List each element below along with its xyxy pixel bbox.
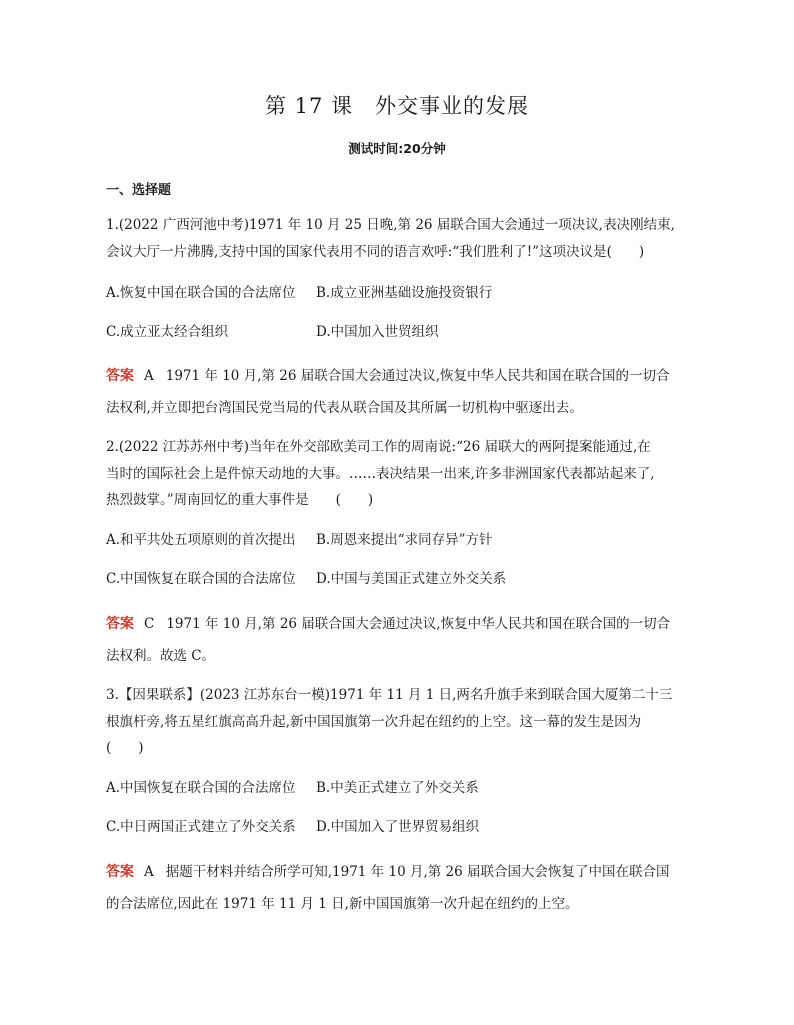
q1-line-2: 会议大厅一片沸腾,支持中国的国家代表用不同的语言欢呼:“我们胜利了!”这项决议是( ) [106,244,645,260]
answer-text: 据题干材料并结合所学可知,1971 年 10 月,第 26 届联合国大会恢复了中国在联合国 [165,864,670,880]
answer-label: 答案 [106,864,134,880]
answer-text: 1971 年 10 月,第 26 届联合国大会通过决议,恢复中华人民共和国在联合国的一切合 [166,616,671,632]
q1-answer-line-1 [106,366,670,386]
q2-line-1: 2.(2022 江苏苏州中考)当年在外交部欧美司工作的周南说:“26 届联大的两阿提案能通过,在 [106,439,651,455]
q1-line-1: 1.(2022 广西河池中考)1971 年 10 月 25 日晚,第 26 届联合国大会通过一项决议,表决刚结束, [106,217,675,233]
answer-letter: A [144,368,154,384]
q1-option-a: A.恢复中国在联合国的合法席位 [106,285,296,301]
q3-option-a: A.中国恢复在联合国的合法席位 [106,780,296,796]
answer-label: 答案 [106,616,134,632]
page-title: 第 17 课 外交事业的发展 [264,94,530,118]
q2-answer-line-2: 法权利。故选 C。 [106,648,216,664]
q2-answer-line-1 [106,614,670,634]
q2-option-c: C.中国恢复在联合国的合法席位 [106,571,296,587]
q3-answer-line-2: 的合法席位,因此在 1971 年 11 月 1 日,新中国国旗第一次升起在纽约的上空。 [106,896,579,912]
answer-text: 1971 年 10 月,第 26 届联合国大会通过决议,恢复中华人民共和国在联合国的一切合 [165,368,670,384]
q1-option-b: B.成立亚洲基础设施投资银行 [316,285,493,301]
q2-option-b: B.周恩来提出“求同存异”方针 [316,532,493,548]
q2-line-2: 当时的国际社会上是件惊天动地的大事。……表决结果一出来,许多非洲国家代表都站起来了, [106,466,655,482]
q3-option-b: B.中美正式建立了外交关系 [316,780,479,796]
q3-option-d: D.中国加入了世界贸易组织 [316,819,480,835]
q1-option-c: C.成立亚太经合组织 [106,324,229,340]
q1-option-d: D.中国加入世贸组织 [316,324,439,340]
q3-line-2: 根旗杆旁,将五星红旗高高升起,新中国国旗第一次升起在纽约的上空。这一幕的发生是因为 [106,714,642,730]
q2-option-a: A.和平共处五项原则的首次提出 [106,532,296,548]
q3-answer-line-1 [106,862,670,882]
answer-letter: C [144,616,155,632]
answer-letter: A [144,864,154,880]
q2-option-d: D.中国与美国正式建立外交关系 [316,571,507,587]
answer-label: 答案 [106,368,134,384]
q3-line-3: ( ) [106,740,144,756]
section-heading: 一、选择题 [106,183,172,198]
q1-answer-line-2: 法权利,并立即把台湾国民党当局的代表从联合国及其所属一切机构中驱逐出去。 [106,400,583,416]
test-time: 测试时间:20分钟 [348,141,446,156]
q2-line-3: 热烈鼓掌。”周南回忆的重大事件是 ( ) [106,492,374,508]
q3-option-c: C.中日两国正式建立了外交关系 [106,819,296,835]
q3-line-1: 3.【因果联系】(2023 江苏东台一模)1971 年 11 月 1 日,两名升旗手来到联合国大厦第二十三 [106,687,673,703]
